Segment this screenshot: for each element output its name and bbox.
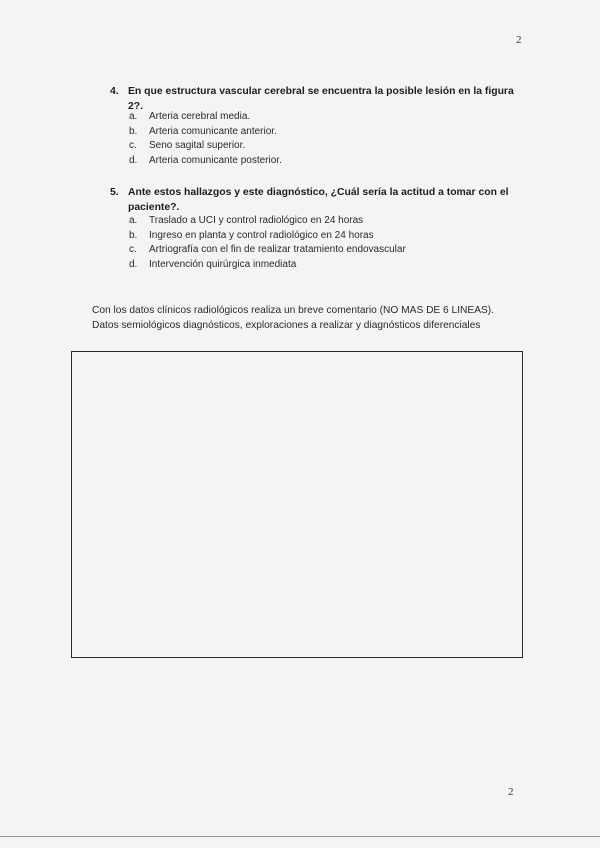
- comment-instructions: [92, 304, 542, 333]
- option-letter: b.: [129, 125, 138, 137]
- option-letter: b.: [129, 229, 138, 241]
- page-number-top: 2: [516, 34, 522, 46]
- option-a[interactable]: [129, 110, 282, 125]
- option-a[interactable]: [129, 214, 406, 229]
- option-letter: d.: [129, 154, 138, 166]
- instructions-line-2: Datos semiológicos diagnósticos, exploraciones a realizar y diagnósticos diferenciales: [92, 319, 481, 331]
- question-5-options: [129, 214, 406, 272]
- option-letter: c.: [129, 244, 137, 256]
- option-text: Artriografía con el fin de realizar tratamiento endovascular: [149, 244, 406, 256]
- instructions-line-1: Con los datos clínicos radiológicos realiza un breve comentario (NO MAS DE 6 LINEAS).: [92, 305, 495, 316]
- option-text: Arteria cerebral media.: [149, 111, 251, 122]
- question-4-options: [129, 110, 282, 168]
- question-5: [110, 185, 530, 215]
- option-d[interactable]: [129, 258, 406, 273]
- option-text: Arteria comunicante posterior.: [149, 154, 282, 166]
- option-text: Intervención quirúrgica inmediata: [149, 258, 297, 270]
- option-letter: c.: [129, 140, 137, 152]
- question-text: Ante estos hallazgos y este diagnóstico, ¿Cuál sería la actitud a tomar con el paciente?.: [128, 187, 509, 213]
- question-number: 4.: [110, 86, 119, 97]
- question-number: 5.: [110, 187, 119, 198]
- option-c[interactable]: [129, 243, 406, 258]
- page-number-bottom: 2: [508, 786, 514, 798]
- option-letter: a.: [129, 111, 138, 122]
- question-text: En que estructura vascular cerebral se encuentra la posible lesión en la figura 2?.: [128, 86, 514, 112]
- option-d[interactable]: [129, 154, 282, 169]
- option-b[interactable]: [129, 229, 406, 244]
- option-c[interactable]: [129, 139, 282, 154]
- option-b[interactable]: [129, 125, 282, 140]
- option-text: Traslado a UCI y control radiológico en 24 horas: [149, 215, 364, 226]
- option-letter: d.: [129, 258, 138, 270]
- answer-box[interactable]: [71, 351, 523, 658]
- option-text: Ingreso en planta y control radiológico en 24 horas: [149, 229, 374, 241]
- scan-edge-line: [0, 836, 600, 837]
- option-text: Arteria comunicante anterior.: [149, 125, 277, 137]
- option-letter: a.: [129, 215, 138, 226]
- option-text: Seno sagital superior.: [149, 140, 246, 152]
